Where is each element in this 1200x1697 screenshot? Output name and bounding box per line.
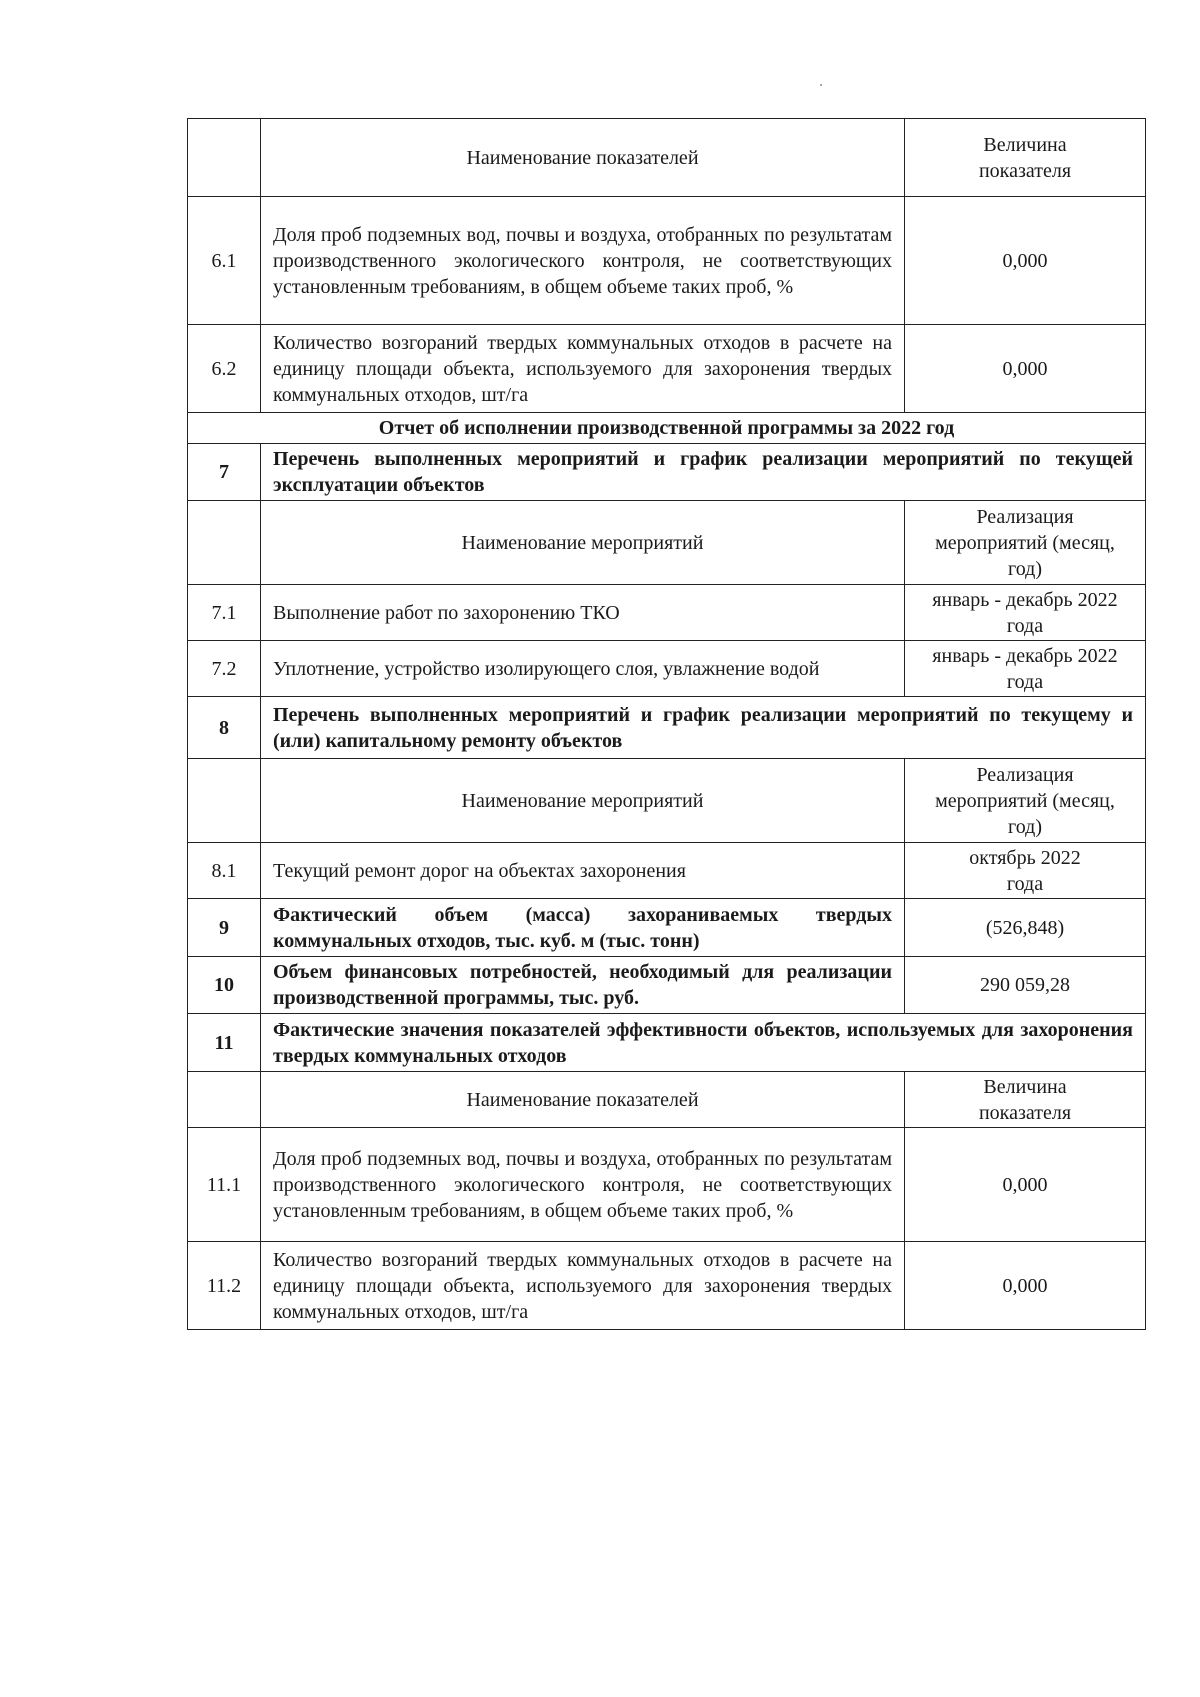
section-9-row [188, 899, 1146, 957]
row-text: Объем финансовых потребностей, необходимый для реализации производственной программы, тыс. руб. [261, 957, 905, 1014]
row-number: 8.1 [188, 843, 261, 899]
scan-speck [820, 84, 822, 86]
section-number: 7 [188, 444, 261, 501]
section-number: 9 [188, 899, 261, 957]
row-value: 0,000 [905, 1128, 1146, 1242]
row-text: Количество возгораний твердых коммунальных отходов в расчете на единицу площади объекта, используемого для захоронения твердых коммунальных отходов, шт/га [261, 325, 905, 413]
section-10-row [188, 957, 1146, 1014]
header-value-cell: Величина показателя [905, 1072, 1146, 1128]
report-title: Отчет об исполнении производственной программы за 2022 год [188, 413, 1146, 444]
row-value: 0,000 [905, 1242, 1146, 1330]
header-name-cell: Наименование мероприятий [261, 501, 905, 585]
table-row [188, 325, 1146, 413]
header-value-cell: Реализация мероприятий (месяц, год) [905, 501, 1146, 585]
row-text: Фактический объем (масса) захораниваемых твердых коммунальных отходов, тыс. куб. м (тыс. тонн) [261, 899, 905, 957]
row-text: Выполнение работ по захоронению ТКО [261, 585, 905, 641]
table-header-row [188, 119, 1146, 197]
section-title: Перечень выполненных мероприятий и график реализации мероприятий по текущей эксплуатации объектов [261, 444, 1146, 501]
section-11-title-row [188, 1014, 1146, 1072]
section-number: 10 [188, 957, 261, 1014]
header-name-cell: Наименование мероприятий [261, 759, 905, 843]
table-row [188, 1128, 1146, 1242]
header-num-cell [188, 1072, 261, 1128]
section-number: 8 [188, 697, 261, 759]
row-text: Текущий ремонт дорог на объектах захоронения [261, 843, 905, 899]
header-num-cell [188, 501, 261, 585]
header-num-cell [188, 119, 261, 197]
section-8-title-row [188, 697, 1146, 759]
header-value-cell: Реализация мероприятий (месяц, год) [905, 759, 1146, 843]
section-8-header-row [188, 759, 1146, 843]
row-value: 290 059,28 [905, 957, 1146, 1014]
table-row [188, 1242, 1146, 1330]
row-value: 0,000 [905, 197, 1146, 325]
row-number: 7.2 [188, 641, 261, 697]
header-name-cell: Наименование показателей [261, 1072, 905, 1128]
section-7-title-row [188, 444, 1146, 501]
section-title: Перечень выполненных мероприятий и график реализации мероприятий по текущему и (или) капитальному ремонту объектов [261, 697, 1146, 759]
row-number: 6.2 [188, 325, 261, 413]
row-value: октябрь 2022 года [905, 843, 1146, 899]
table-row [188, 585, 1146, 641]
header-value-cell: Величина показателя [905, 119, 1146, 197]
indicators-table [187, 118, 1146, 1330]
row-number: 11.1 [188, 1128, 261, 1242]
row-value: январь - декабрь 2022 года [905, 641, 1146, 697]
table-row [188, 641, 1146, 697]
row-value: (526,848) [905, 899, 1146, 957]
table-row [188, 197, 1146, 325]
row-text: Количество возгораний твердых коммунальных отходов в расчете на единицу площади объекта, используемого для захоронения твердых коммунальных отходов, шт/га [261, 1242, 905, 1330]
section-7-header-row [188, 501, 1146, 585]
header-name-cell: Наименование показателей [261, 119, 905, 197]
section-number: 11 [188, 1014, 261, 1072]
row-text: Доля проб подземных вод, почвы и воздуха, отобранных по результатам производственного экологического контроля, не соответствующих установленным требованиям, в общем объеме таких проб, % [261, 197, 905, 325]
table-row [188, 843, 1146, 899]
header-num-cell [188, 759, 261, 843]
section-11-header-row [188, 1072, 1146, 1128]
row-value: 0,000 [905, 325, 1146, 413]
section-title: Фактические значения показателей эффективности объектов, используемых для захоронения твердых коммунальных отходов [261, 1014, 1146, 1072]
row-text: Уплотнение, устройство изолирующего слоя, увлажнение водой [261, 641, 905, 697]
report-title-row [188, 413, 1146, 444]
row-number: 7.1 [188, 585, 261, 641]
row-number: 11.2 [188, 1242, 261, 1330]
row-value: январь - декабрь 2022 года [905, 585, 1146, 641]
row-text: Доля проб подземных вод, почвы и воздуха, отобранных по результатам производственного экологического контроля, не соответствующих установленным требованиям, в общем объеме таких проб, % [261, 1128, 905, 1242]
row-number: 6.1 [188, 197, 261, 325]
